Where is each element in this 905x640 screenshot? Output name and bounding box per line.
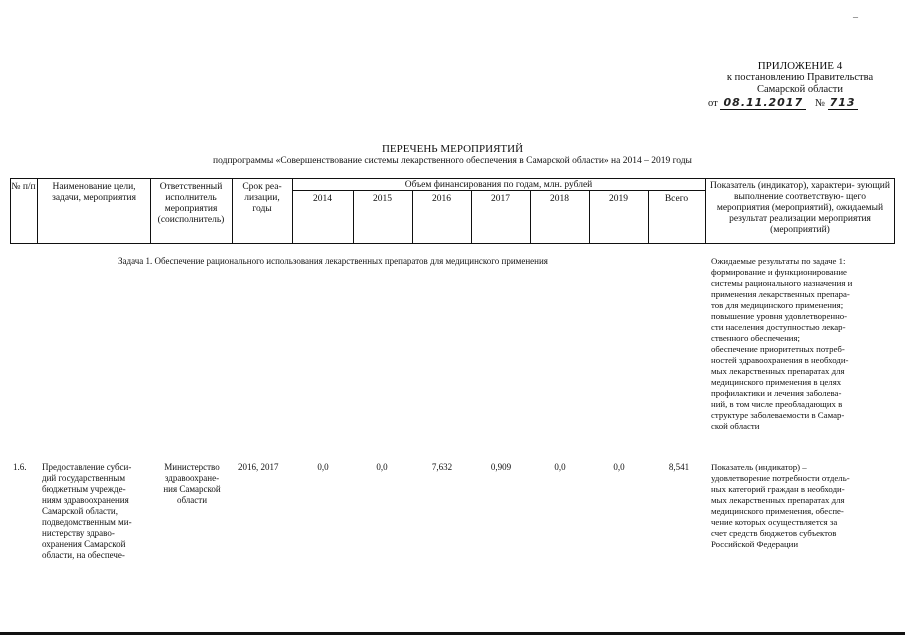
task-result-text xyxy=(711,256,885,432)
task-title: Задача 1. Обеспечение рационального использования лекарственных препаратов для медицинского применения xyxy=(118,256,548,266)
appendix-line1: к постановлению Правительства xyxy=(726,72,874,83)
text-line: обеспечение приоритетных потреб- xyxy=(711,344,845,354)
text-line: повышение уровня удовлетворенно- xyxy=(711,311,848,321)
year-header: 2015 xyxy=(373,194,392,204)
page-title: ПЕРЕЧЕНЬ МЕРОПРИЯТИЙ xyxy=(381,143,524,155)
text-line: Министерство xyxy=(164,462,220,472)
value-total: 8,541 xyxy=(668,462,690,472)
text-line: применения лекарственных препара- xyxy=(711,289,850,299)
appendix-block xyxy=(700,60,900,96)
row-indicator xyxy=(711,462,885,550)
text-line: Ожидаемые результаты по задаче 1: xyxy=(711,256,846,266)
value-2019: 0,0 xyxy=(613,462,625,472)
date-prefix: от xyxy=(708,98,718,109)
text-line: ниям здравоохранения xyxy=(42,495,129,505)
text-line: области xyxy=(176,495,208,505)
value-2016: 7,632 xyxy=(431,462,453,472)
text-line: структуре заболеваемости в Самар- xyxy=(711,410,845,420)
handwritten-number: 713 xyxy=(828,96,858,110)
text-line: области, на обеспече- xyxy=(42,550,125,560)
page-subtitle: подпрограммы «Совершенствование системы лекарственного обеспечения в Самарской области» на 2014 – 2019 годы xyxy=(213,156,692,166)
year-header: 2017 xyxy=(491,194,510,204)
text-line: мых лекарственных препаратах для xyxy=(711,366,845,376)
appendix-date-line xyxy=(708,96,858,110)
year-header-total: Всего xyxy=(664,194,689,204)
text-line: Российской Федерации xyxy=(711,539,799,549)
header-executor: Ответственный исполнитель мероприятия (соисполнитель) xyxy=(157,182,225,225)
text-line: ния Самарской xyxy=(163,484,221,494)
bottom-border xyxy=(0,632,905,635)
text-line: медицинского применения в целях xyxy=(711,377,842,387)
text-line: формирование и функционирование xyxy=(711,267,847,277)
text-line: мых лекарственных препаратах для xyxy=(711,495,845,505)
row-number: 1.6. xyxy=(13,462,27,472)
number-prefix: № xyxy=(814,98,825,109)
header-name: Наименование цели, задачи, мероприятия xyxy=(52,182,136,203)
appendix-heading: ПРИЛОЖЕНИЕ 4 xyxy=(757,60,843,72)
text-line: подведомственным ми- xyxy=(42,517,132,527)
row-executor xyxy=(156,462,228,506)
text-line: сти населения доступностью лекар- xyxy=(711,322,846,332)
text-line: здравоохране- xyxy=(164,473,220,483)
text-line: Предоставление субси- xyxy=(42,462,132,472)
text-line: нистерству здраво- xyxy=(42,528,115,538)
text-line: системы рационального назначения и xyxy=(711,278,853,288)
text-line: бюджетным учрежде- xyxy=(42,484,126,494)
text-line: профилактики и лечения заболева- xyxy=(711,388,842,398)
corner-dash: – xyxy=(853,12,858,23)
text-line: охранения Самарской xyxy=(42,539,126,549)
text-line: ностей здравоохранения в необходи- xyxy=(711,355,849,365)
text-line: удовлетворение потребности отдель- xyxy=(711,473,850,483)
text-line: ской области xyxy=(711,421,760,431)
value-2018: 0,0 xyxy=(554,462,566,472)
header-indicator: Показатель (индикатор), характери- зующий выполнение соответствую- щего мероприятия (мероприятий), ожидаемый результат реализации мероприятия (мероприятий) xyxy=(710,181,890,235)
header-term: Срок реа- лизации, годы xyxy=(242,182,282,214)
year-header: 2016 xyxy=(432,194,451,204)
row-name xyxy=(42,462,150,561)
text-line: тов для медицинского применения; xyxy=(711,300,844,310)
text-line: чение которых осуществляется за xyxy=(711,517,838,527)
value-2017: 0,909 xyxy=(490,462,512,472)
text-line: дий государственным xyxy=(42,473,126,483)
year-header: 2019 xyxy=(609,194,628,204)
handwritten-date: 08.11.2017 xyxy=(720,96,806,110)
text-line: ных категорий граждан в необходи- xyxy=(711,484,845,494)
text-line: медицинского применения, обеспе- xyxy=(711,506,844,516)
value-2014: 0,0 xyxy=(317,462,329,472)
text-line: Показатель (индикатор) – xyxy=(711,462,807,472)
text-line: ний, в том числе преобладающих в xyxy=(711,399,843,409)
value-2015: 0,0 xyxy=(376,462,388,472)
header-num: № п/п xyxy=(11,182,36,192)
header-funding: Объем финансирования по годам, млн. рублей xyxy=(404,180,593,190)
row-term: 2016, 2017 xyxy=(238,462,279,472)
year-header: 2014 xyxy=(313,194,332,204)
text-line: счет средств бюджетов субъектов xyxy=(711,528,837,538)
appendix-line2: Самарской области xyxy=(757,84,843,95)
year-header: 2018 xyxy=(550,194,569,204)
text-line: Самарской области, xyxy=(42,506,118,516)
text-line: ственного обеспечения; xyxy=(711,333,800,343)
